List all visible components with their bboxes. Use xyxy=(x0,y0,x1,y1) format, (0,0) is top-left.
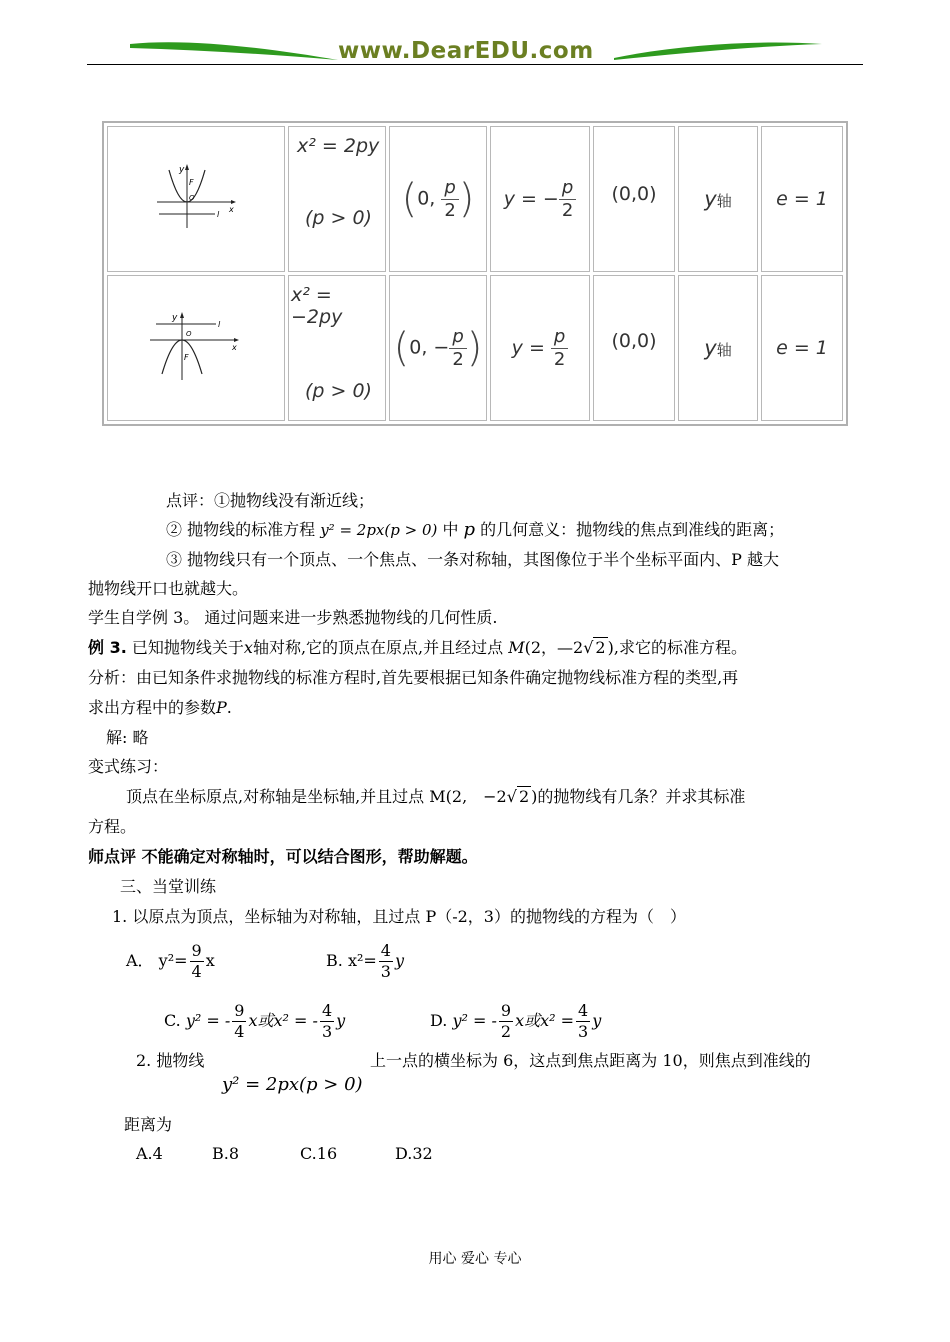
graph-label-F: F xyxy=(184,352,189,362)
eccentricity: e = 1 xyxy=(776,188,828,210)
option-B xyxy=(326,938,404,984)
focus-den: 2 xyxy=(452,348,464,370)
variant-1-sqrt: 2 xyxy=(518,787,530,806)
option-D-num2: 4 xyxy=(578,1001,589,1020)
graph-label-x: x xyxy=(232,342,237,352)
option-C-label: C. xyxy=(164,1011,181,1030)
axis-var: y xyxy=(704,336,717,360)
question-2-eq: y² = 2px(p > 0) xyxy=(222,1074,363,1095)
option-B-label: B. xyxy=(326,951,343,970)
graph-label-O: O xyxy=(189,193,195,202)
equation: x² = 2py xyxy=(297,135,380,157)
condition: (p > 0) xyxy=(305,207,372,229)
comment-3: ③ 抛物线只有一个顶点、一个焦点、一条对称轴，其图像位于半个坐标平面内、P 越大 xyxy=(166,550,779,569)
option-B-den: 3 xyxy=(380,962,391,981)
option-D xyxy=(430,998,601,1044)
example-3-sqrt: 2 xyxy=(595,638,606,657)
option-C-mid: x或x² = - xyxy=(248,1011,318,1030)
graph-label-x: x xyxy=(229,204,234,214)
comment-2-a: ② 抛物线的标准方程 xyxy=(166,520,316,539)
focus-num: p xyxy=(449,326,466,349)
option-C-num2: 4 xyxy=(321,1001,333,1020)
equation: x² = −2py xyxy=(291,284,343,328)
example-3-x: x xyxy=(243,638,253,657)
self-study: 学生自学例 3。 通过问题来进一步熟悉抛物线的几何性质. xyxy=(88,608,498,627)
option-C-lhs: y² = - xyxy=(185,1011,231,1030)
analysis-2-a: 求出方程中的参数 xyxy=(88,698,217,717)
directrix-prefix: y = − xyxy=(503,187,559,210)
graph-label-y: y xyxy=(172,312,178,323)
example-3-a: 已知抛物线关于 xyxy=(131,638,244,657)
example-3-label: 例 3. xyxy=(88,638,127,657)
q2-option-D: D.32 xyxy=(395,1144,433,1163)
example-3-M: M xyxy=(508,638,525,657)
directrix-den: 2 xyxy=(561,199,574,221)
option-D-mid: x或x² = xyxy=(515,1011,575,1030)
comment-2-p: p xyxy=(463,519,476,540)
axis-cell xyxy=(678,275,758,421)
parabola-properties-table xyxy=(102,121,848,426)
question-2-b: 上一点的横坐标为 6，这点到焦点距离为 10，则焦点到准线的 xyxy=(370,1051,811,1070)
comment-2-eq: y² = 2px(p > 0) xyxy=(320,521,438,539)
q2-option-B: B.8 xyxy=(212,1144,240,1163)
axis-word: 轴 xyxy=(716,192,732,210)
axis-word: 轴 xyxy=(716,341,732,359)
page-footer: 用心 爱心 专心 xyxy=(428,1251,522,1267)
q2-option-A: A.4 xyxy=(136,1144,163,1163)
comment-1: 点评：①抛物线没有渐近线； xyxy=(166,491,375,510)
comment-2-b: 中 xyxy=(442,520,459,539)
analysis-2-P: P xyxy=(216,698,227,717)
eccentricity-cell xyxy=(761,275,843,421)
option-D-label: D. xyxy=(430,1011,448,1030)
axis-var: y xyxy=(704,187,717,211)
left-swoosh xyxy=(128,30,340,66)
option-A-den: 4 xyxy=(191,962,202,981)
focus-prefix: 0, xyxy=(417,187,442,210)
question-2-c: 距离为 xyxy=(124,1115,173,1134)
option-D-den1: 2 xyxy=(500,1022,512,1041)
vertex-cell xyxy=(593,126,675,272)
variant-1-a: 顶点在坐标原点,对称轴是坐标轴,并且过点 M(2, −2 xyxy=(126,787,507,806)
variant-line-2: 方程。 xyxy=(88,817,137,836)
option-B-lhs: x²= xyxy=(347,951,377,970)
example-3-c: (2，—2 xyxy=(524,638,584,657)
condition: (p > 0) xyxy=(305,380,372,402)
vertex-cell xyxy=(593,275,675,421)
eccentricity-cell xyxy=(761,126,843,272)
variant-line-1: 顶点在坐标原点,对称轴是坐标轴,并且过点 M(2, −2√ 2 )的抛物线有几条？并求其标准 xyxy=(126,787,746,806)
variant-title: 变式练习： xyxy=(88,757,169,776)
option-D-var: y xyxy=(592,1011,602,1030)
parabola-up-graph xyxy=(151,162,241,232)
option-D-lhs: y² = - xyxy=(452,1011,497,1030)
option-A-label: A． xyxy=(126,951,154,970)
option-B-var: y xyxy=(394,951,405,970)
variant-1-b: )的抛物线有几条？并求其标准 xyxy=(531,787,746,806)
teacher-comment: 师点评 不能确定对称轴时，可以结合图形，帮助解题。 xyxy=(88,847,478,866)
option-D-num1: 9 xyxy=(500,1001,512,1020)
focus-prefix: 0, − xyxy=(409,336,450,359)
focus-cell: (0, $\frac{p}{2}$ ) xyxy=(389,126,487,272)
graph-cell xyxy=(107,126,285,272)
directrix-cell xyxy=(490,275,590,421)
q2-option-C: C.16 xyxy=(300,1144,338,1163)
focus-cell: (0, − $\frac{p}{2}$ ) xyxy=(389,275,487,421)
directrix-num: p xyxy=(551,326,568,349)
option-C-var: y xyxy=(336,1011,346,1030)
solution: 解: 略 xyxy=(106,728,149,747)
equation-cell xyxy=(288,126,386,272)
option-B-num: 4 xyxy=(380,941,391,960)
graph-label-y: y xyxy=(179,164,185,175)
analysis-line-1: 分析：由已知条件求抛物线的标准方程时,首先要根据已知条件确定抛物线标准方程的类型,再 xyxy=(88,668,739,687)
option-A-var: x xyxy=(205,951,215,970)
parabola-down-graph xyxy=(146,310,246,382)
section-3-title: 三、当堂训练 xyxy=(120,877,217,896)
option-A-lhs: y²= xyxy=(158,951,188,970)
option-C-den2: 3 xyxy=(321,1022,333,1041)
example-3-d: ),求它的标准方程。 xyxy=(607,638,747,657)
example-3: 例 3. 已知抛物线关于x轴对称,它的顶点在原点,并且经过点 M(2，—2√ 2 ),求它的标准方程。 xyxy=(88,638,747,657)
focus-num: p xyxy=(441,177,458,200)
equation-cell xyxy=(288,275,386,421)
vertex: (0,0) xyxy=(611,330,657,352)
header-rule xyxy=(87,64,863,65)
question-2-a: 2. 抛物线 xyxy=(136,1051,205,1070)
option-C xyxy=(164,998,345,1044)
comment-2 xyxy=(166,519,784,541)
example-3-b: 轴对称,它的顶点在原点,并且经过点 xyxy=(252,638,504,657)
option-A xyxy=(126,938,215,984)
graph-label-O: O xyxy=(186,329,192,338)
option-C-den1: 4 xyxy=(234,1022,245,1041)
analysis-line-2 xyxy=(88,697,232,719)
site-logo[interactable]: www.DearEDU.com xyxy=(338,38,594,64)
eccentricity: e = 1 xyxy=(776,337,828,359)
axis-cell xyxy=(678,126,758,272)
question-1: 1. 以原点为顶点，坐标轴为对称轴，且过点 P（-2，3）的抛物线的方程为（ ） xyxy=(112,907,686,926)
analysis-2-b: . xyxy=(226,698,232,717)
graph-cell xyxy=(107,275,285,421)
option-C-num1: 9 xyxy=(234,1001,245,1020)
option-A-num: 9 xyxy=(191,941,202,960)
comment-3b: 抛物线开口也就越大。 xyxy=(88,579,249,598)
table-row xyxy=(107,275,843,421)
right-swoosh xyxy=(612,30,824,66)
directrix-num: p xyxy=(559,177,576,200)
graph-label-l: l xyxy=(217,209,220,219)
vertex: (0,0) xyxy=(611,183,657,205)
option-D-den2: 3 xyxy=(578,1022,589,1041)
table-row xyxy=(107,126,843,272)
graph-label-l: l xyxy=(218,319,221,329)
graph-label-F: F xyxy=(189,177,194,187)
directrix-prefix: y = xyxy=(511,336,551,359)
directrix-den: 2 xyxy=(553,348,566,370)
comment-2-c: 的几何意义：抛物线的焦点到准线的距离； xyxy=(480,520,785,539)
directrix-cell xyxy=(490,126,590,272)
focus-den: 2 xyxy=(444,199,456,221)
